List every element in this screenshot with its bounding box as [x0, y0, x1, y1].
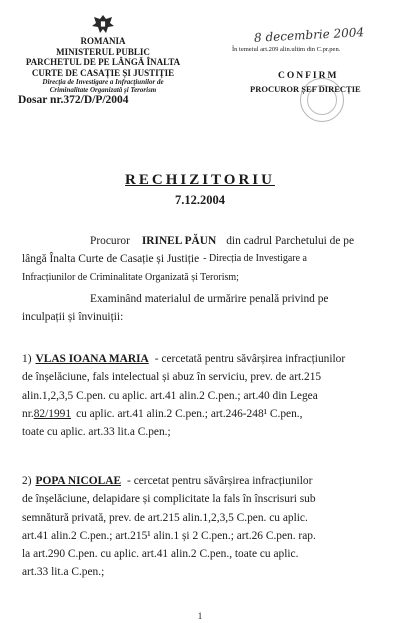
defendant-1: [22, 350, 382, 441]
exam-line2: inculpații și învinuiții:: [22, 311, 124, 324]
defendant-2-line2: de înșelăciune, delapidare și complicitate la fals în înscrisuri sub: [22, 493, 316, 506]
exam-paragraph: [22, 290, 382, 327]
defendant-1-number: 1): [22, 353, 32, 365]
chief-prosecutor-label: PROCUROR ȘEF DIRECȚIE: [250, 84, 361, 94]
intro-paragraph: [22, 232, 382, 287]
defendant-1-line5: toate cu aplic. art.33 lit.a C.pen.;: [22, 426, 171, 439]
law-number: 82/1991: [33, 407, 72, 420]
header-parchet-line1: PARCHETUL DE PE LÂNGĂ ÎNALTA: [25, 57, 181, 67]
defendant-2: [22, 472, 382, 582]
defendant-2-line3: semnătură privată, prev. de art.215 alin.1,2,3,5 C.pen. cu aplic.: [22, 511, 308, 524]
intro-line3: Infracțiunilor de Criminalitate Organizată și Terorism;: [22, 271, 239, 283]
header-institution: [8, 14, 198, 106]
header-country: ROMANIA: [80, 36, 126, 46]
defendant-2-name: POPA NICOLAE: [35, 475, 122, 487]
prosecutor-name: IRINEL PĂUN: [141, 235, 217, 247]
defendant-2-line6: art.33 lit.a C.pen.;: [22, 566, 105, 579]
handwritten-date: 8 decembrie 2004: [253, 25, 365, 45]
defendant-1-line4-prefix: nr.: [22, 407, 34, 420]
document-date: 7.12.2004: [175, 193, 225, 207]
defendant-2-number: 2): [22, 475, 32, 487]
intro-line2: lângă Înalta Curte de Casație și Justiție: [22, 253, 200, 266]
defendant-1-charges: - cercetată pentru săvârșirea infracțiunilor: [154, 353, 346, 365]
defendant-2-line5: la art.290 C.pen. cu aplic. art.41 alin.2 C.pen., toate cu aplic.: [22, 548, 299, 561]
legal-basis-note: În temeiul art.209 alin.ultim din C.pr.pen.: [232, 46, 341, 53]
page-number: 1: [197, 611, 203, 621]
case-number: Dosar nr.372/D/P/2004: [18, 94, 129, 106]
header-ministry: MINISTERUL PUBLIC: [56, 46, 150, 57]
defendant-2-charges: - cercetat pentru săvârșirea infracțiunilor: [127, 475, 313, 487]
intro-line2-directia: - Direcția de Investigare a: [203, 253, 307, 265]
intro-suffix: din cadrul Parchetului de pe: [226, 235, 355, 247]
confirm-label: CONFIRM: [278, 71, 339, 81]
defendant-1-line3: alin.1,2,3,5 C.pen. cu aplic. art.41 alin.2 C.pen.; art.40 din Legea: [22, 389, 318, 402]
defendant-1-line2: de înșelăciune, fals intelectual și abuz în serviciu, prev. de art.215: [22, 371, 322, 384]
defendant-1-name: VLAS IOANA MARIA: [35, 353, 149, 365]
coat-of-arms-icon: [90, 14, 116, 34]
header-parchet-line2: CURTE DE CASAȚIE ȘI JUSTIȚIE: [31, 67, 175, 78]
header-directia-line1: Direcția de Investigare a Infracțiunilor de: [42, 78, 164, 86]
document-title: RECHIZITORIU: [125, 172, 275, 188]
header-directia-line2: Criminalitate Organizată și Terorism: [49, 86, 157, 94]
defendant-2-line4: art.41 alin.2 C.pen.; art.215¹ alin.1 și 2 C.pen.; art.26 C.pen. rap.: [22, 529, 316, 542]
exam-line1: Examinând materialul de urmărire penală privind pe: [90, 293, 329, 305]
defendant-1-line4-rest: cu aplic. art.41 alin.2 C.pen.; art.246-248¹ C.pen.,: [76, 407, 303, 420]
intro-prefix: Procuror: [90, 235, 130, 247]
